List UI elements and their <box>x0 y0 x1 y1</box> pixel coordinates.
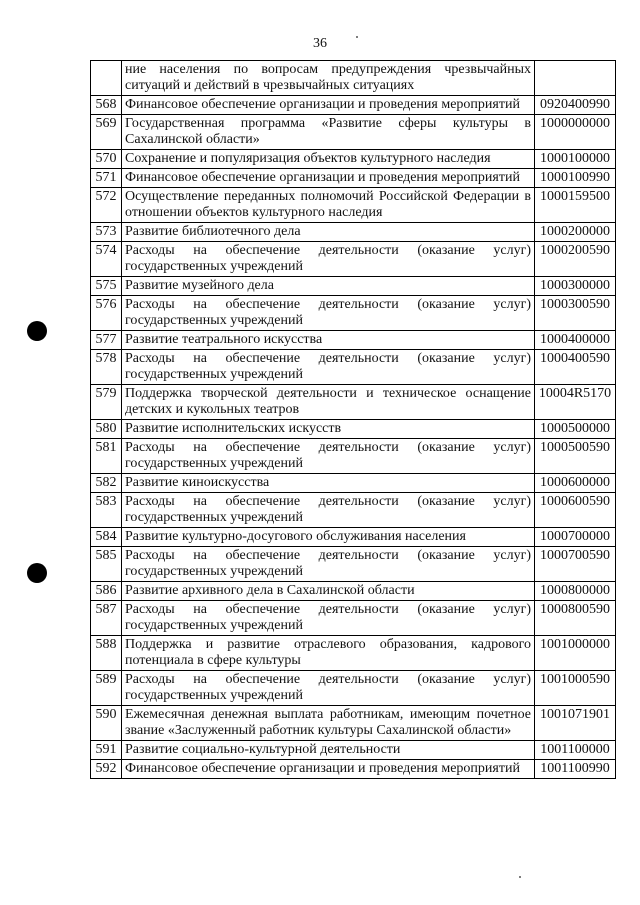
row-code: 1000600000 <box>535 474 616 493</box>
row-code: 1000800590 <box>535 601 616 636</box>
row-code: 1000600590 <box>535 493 616 528</box>
row-number: 571 <box>91 169 122 188</box>
row-number: 576 <box>91 296 122 331</box>
table-row <box>91 636 616 671</box>
row-code: 0920400990 <box>535 96 616 115</box>
row-number: 580 <box>91 420 122 439</box>
table-row <box>91 439 616 474</box>
row-number: 589 <box>91 671 122 706</box>
row-number: 573 <box>91 223 122 242</box>
row-number: 587 <box>91 601 122 636</box>
row-name: Развитие культурно-досугового обслуживания населения <box>122 528 535 547</box>
row-number: 581 <box>91 439 122 474</box>
table-row <box>91 150 616 169</box>
table-row <box>91 671 616 706</box>
table-row <box>91 493 616 528</box>
table-row <box>91 582 616 601</box>
row-code: 1001100990 <box>535 760 616 779</box>
row-number: 585 <box>91 547 122 582</box>
scan-speck <box>356 36 358 38</box>
table-row <box>91 331 616 350</box>
table-row <box>91 741 616 760</box>
row-name: Осуществление переданных полномочий Российской Федерации в отношении объектов культурного наследия <box>122 188 535 223</box>
row-name: Расходы на обеспечение деятельности (оказание услуг) государственных учреждений <box>122 671 535 706</box>
table-row <box>91 223 616 242</box>
row-code: 1000500590 <box>535 439 616 474</box>
budget-classification-table <box>90 60 616 779</box>
row-code: 1001000590 <box>535 671 616 706</box>
row-name: Сохранение и популяризация объектов культурного наследия <box>122 150 535 169</box>
row-number: 574 <box>91 242 122 277</box>
table-row <box>91 242 616 277</box>
row-number: 577 <box>91 331 122 350</box>
row-number: 568 <box>91 96 122 115</box>
punch-hole-mark <box>27 563 47 583</box>
row-code <box>535 61 616 96</box>
scan-speck <box>519 876 521 878</box>
row-number: 579 <box>91 385 122 420</box>
row-name: Развитие библиотечного дела <box>122 223 535 242</box>
row-name: Расходы на обеспечение деятельности (оказание услуг) государственных учреждений <box>122 242 535 277</box>
table-row <box>91 115 616 150</box>
row-code: 1000200000 <box>535 223 616 242</box>
table-row <box>91 188 616 223</box>
row-name: ние населения по вопросам предупреждения чрезвычайных ситуаций и действий в чрезвычайных ситуациях <box>122 61 535 96</box>
row-name: Развитие социально-культурной деятельности <box>122 741 535 760</box>
row-code: 1000400590 <box>535 350 616 385</box>
row-code: 1000200590 <box>535 242 616 277</box>
row-code: 1000159500 <box>535 188 616 223</box>
table-row <box>91 61 616 96</box>
row-number: 588 <box>91 636 122 671</box>
table-row <box>91 547 616 582</box>
row-name: Ежемесячная денежная выплата работникам, имеющим почетное звание «Заслуженный работник культуры Сахалинской области» <box>122 706 535 741</box>
row-code: 1000100990 <box>535 169 616 188</box>
row-name: Расходы на обеспечение деятельности (оказание услуг) государственных учреждений <box>122 439 535 474</box>
table-row <box>91 385 616 420</box>
row-number: 584 <box>91 528 122 547</box>
row-number: 572 <box>91 188 122 223</box>
row-number: 582 <box>91 474 122 493</box>
row-name: Поддержка творческой деятельности и техническое оснащение детских и кукольных театров <box>122 385 535 420</box>
row-name: Расходы на обеспечение деятельности (оказание услуг) государственных учреждений <box>122 350 535 385</box>
row-name: Финансовое обеспечение организации и проведения мероприятий <box>122 96 535 115</box>
row-name: Развитие киноискусства <box>122 474 535 493</box>
row-name: Расходы на обеспечение деятельности (оказание услуг) государственных учреждений <box>122 296 535 331</box>
row-name: Развитие исполнительских искусств <box>122 420 535 439</box>
row-number: 590 <box>91 706 122 741</box>
row-code: 1000500000 <box>535 420 616 439</box>
row-name: Расходы на обеспечение деятельности (оказание услуг) государственных учреждений <box>122 547 535 582</box>
row-code: 1001071901 <box>535 706 616 741</box>
table-row <box>91 760 616 779</box>
table-row <box>91 601 616 636</box>
row-number: 592 <box>91 760 122 779</box>
table-row <box>91 420 616 439</box>
row-name: Развитие архивного дела в Сахалинской области <box>122 582 535 601</box>
table-row <box>91 474 616 493</box>
row-number: 586 <box>91 582 122 601</box>
page-number: 36 <box>313 36 327 51</box>
row-code: 1000300590 <box>535 296 616 331</box>
punch-hole-mark <box>27 321 47 341</box>
row-code: 10004R5170 <box>535 385 616 420</box>
row-number: 569 <box>91 115 122 150</box>
row-name: Финансовое обеспечение организации и проведения мероприятий <box>122 169 535 188</box>
row-number: 575 <box>91 277 122 296</box>
row-name: Поддержка и развитие отраслевого образования, кадрового потенциала в сфере культуры <box>122 636 535 671</box>
table-row <box>91 528 616 547</box>
row-code: 1000100000 <box>535 150 616 169</box>
row-number: 570 <box>91 150 122 169</box>
table-row <box>91 706 616 741</box>
row-code: 1000700000 <box>535 528 616 547</box>
row-name: Расходы на обеспечение деятельности (оказание услуг) государственных учреждений <box>122 493 535 528</box>
row-code: 1000300000 <box>535 277 616 296</box>
row-code: 1000400000 <box>535 331 616 350</box>
row-name: Государственная программа «Развитие сферы культуры в Сахалинской области» <box>122 115 535 150</box>
row-number: 591 <box>91 741 122 760</box>
row-code: 1001000000 <box>535 636 616 671</box>
row-number: 578 <box>91 350 122 385</box>
table-row <box>91 296 616 331</box>
row-code: 1000700590 <box>535 547 616 582</box>
row-code: 1001100000 <box>535 741 616 760</box>
row-number: 583 <box>91 493 122 528</box>
row-name: Расходы на обеспечение деятельности (оказание услуг) государственных учреждений <box>122 601 535 636</box>
table-row <box>91 350 616 385</box>
row-name: Развитие музейного дела <box>122 277 535 296</box>
row-code: 1000000000 <box>535 115 616 150</box>
table-row <box>91 169 616 188</box>
row-code: 1000800000 <box>535 582 616 601</box>
table-row <box>91 96 616 115</box>
row-number <box>91 61 122 96</box>
row-name: Развитие театрального искусства <box>122 331 535 350</box>
table-row <box>91 277 616 296</box>
row-name: Финансовое обеспечение организации и проведения мероприятий <box>122 760 535 779</box>
